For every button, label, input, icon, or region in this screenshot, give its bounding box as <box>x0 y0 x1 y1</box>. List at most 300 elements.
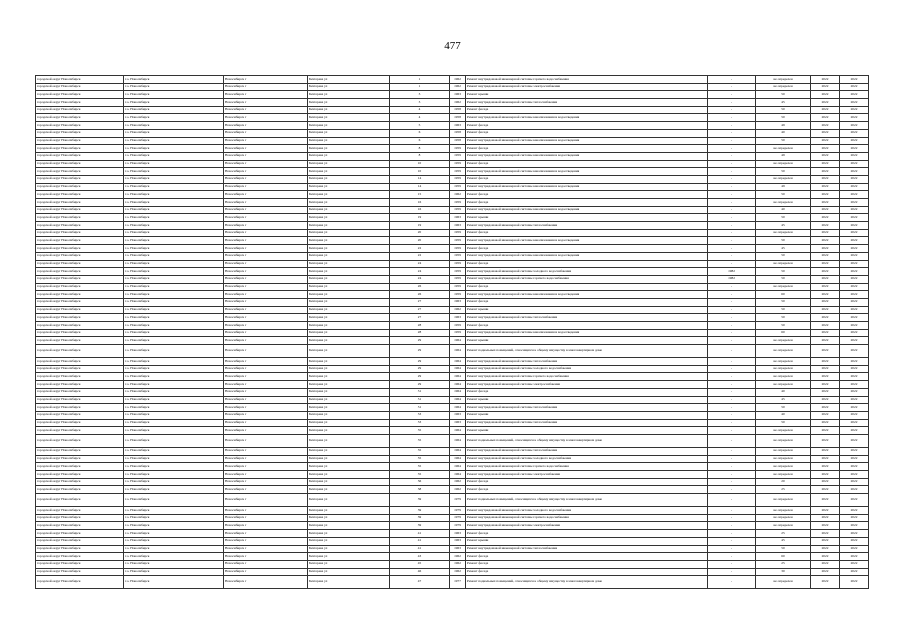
plan-year-start-cell: 2022 <box>811 283 840 291</box>
city-cell: Новосибирск г <box>224 76 308 84</box>
house-number-cell: 20 <box>390 237 450 245</box>
page-number: 477 <box>444 40 461 52</box>
table-row <box>36 199 869 207</box>
build-year-cell: 1963 <box>450 122 466 130</box>
municipality-cell: городской округ Новосибирск <box>36 419 124 427</box>
plan-year-start-cell: 2022 <box>811 373 840 381</box>
build-year-cell: 1963 <box>450 530 466 538</box>
work-type-cell: Ремонт внутридомовой инженерной системы теплоснабжения <box>466 447 708 455</box>
house-number-cell: 27 <box>390 298 450 306</box>
plan-year-end-cell: 2022 <box>840 160 869 168</box>
wear-percent-cell: не определен <box>756 76 811 84</box>
settlement-cell: г.о. Новосибирск <box>124 507 224 515</box>
plan-year-start-cell: 2022 <box>811 419 840 427</box>
last-repair-year-cell: - <box>708 507 756 515</box>
wear-percent-cell: 50 <box>756 237 811 245</box>
last-repair-year-cell: - <box>708 199 756 207</box>
street-cell: Бехтерева ул <box>308 114 390 122</box>
wear-percent-cell: 45 <box>756 537 811 545</box>
wear-percent-cell: не определен <box>756 345 811 358</box>
settlement-cell: г.о. Новосибирск <box>124 106 224 114</box>
build-year-cell: 1979 <box>450 507 466 515</box>
settlement-cell: г.о. Новосибирск <box>124 329 224 337</box>
city-cell: Новосибирск г <box>224 222 308 230</box>
house-number-cell: 3 <box>390 91 450 99</box>
plan-year-end-cell: 2022 <box>840 427 869 435</box>
plan-year-start-cell: 2022 <box>811 434 840 447</box>
table-row <box>36 168 869 176</box>
wear-percent-cell: 30 <box>756 568 811 576</box>
plan-year-start-cell: 2022 <box>811 358 840 366</box>
municipality-cell: городской округ Новосибирск <box>36 545 124 553</box>
street-cell: Бехтерева ул <box>308 560 390 568</box>
municipality-cell: городской округ Новосибирск <box>36 145 124 153</box>
settlement-cell: г.о. Новосибирск <box>124 373 224 381</box>
house-number-cell: 31 <box>390 404 450 412</box>
work-type-cell: Ремонт внутридомовой инженерной системы канализования и водоотведения <box>466 206 708 214</box>
last-repair-year-cell: - <box>708 114 756 122</box>
wear-percent-cell: не определен <box>756 455 811 463</box>
city-cell: Новосибирск г <box>224 91 308 99</box>
street-cell: Бехтерева ул <box>308 245 390 253</box>
table-row <box>36 237 869 245</box>
city-cell: Новосибирск г <box>224 411 308 419</box>
table-row <box>36 99 869 107</box>
street-cell: Бехтерева ул <box>308 314 390 322</box>
table-row <box>36 214 869 222</box>
street-cell: Бехтерева ул <box>308 291 390 299</box>
settlement-cell: г.о. Новосибирск <box>124 122 224 130</box>
wear-percent-cell: 50 <box>756 275 811 283</box>
plan-year-end-cell: 2022 <box>840 530 869 538</box>
plan-year-end-cell: 2022 <box>840 122 869 130</box>
municipality-cell: городской округ Новосибирск <box>36 478 124 486</box>
last-repair-year-cell: - <box>708 229 756 237</box>
work-type-cell: Ремонт внутридомовой инженерной системы электроснабжения <box>466 522 708 530</box>
work-type-cell: Ремонт внутридомовой инженерной системы канализования и водоотведения <box>466 329 708 337</box>
municipality-cell: городской округ Новосибирск <box>36 160 124 168</box>
work-type-cell: Ремонт крыши <box>466 91 708 99</box>
work-type-cell: Ремонт внутридомовой инженерной системы теплоснабжения <box>466 419 708 427</box>
municipality-cell: городской округ Новосибирск <box>36 91 124 99</box>
build-year-cell: 1964 <box>450 337 466 345</box>
wear-percent-cell: 50 <box>756 137 811 145</box>
plan-year-end-cell: 2022 <box>840 237 869 245</box>
settlement-cell: г.о. Новосибирск <box>124 298 224 306</box>
house-number-cell: 24 <box>390 275 450 283</box>
build-year-cell: 1963 <box>450 91 466 99</box>
house-number-cell: 22 <box>390 245 450 253</box>
plan-year-start-cell: 2022 <box>811 129 840 137</box>
city-cell: Новосибирск г <box>224 522 308 530</box>
work-type-cell: Ремонт фасада <box>466 199 708 207</box>
work-type-cell: Ремонт крыши <box>466 337 708 345</box>
municipality-cell: городской округ Новосибирск <box>36 83 124 91</box>
build-year-cell: 1964 <box>450 388 466 396</box>
house-number-cell: 35 <box>390 455 450 463</box>
plan-year-end-cell: 2022 <box>840 129 869 137</box>
work-type-cell: Ремонт внутридомовой инженерной системы канализования и водоотведения <box>466 252 708 260</box>
settlement-cell: г.о. Новосибирск <box>124 537 224 545</box>
work-type-cell: Ремонт внутридомовой инженерной системы канализования и водоотведения <box>466 168 708 176</box>
city-cell: Новосибирск г <box>224 514 308 522</box>
house-number-cell: 29 <box>390 337 450 345</box>
street-cell: Бехтерева ул <box>308 388 390 396</box>
plan-year-start-cell: 2022 <box>811 268 840 276</box>
municipality-cell: городской округ Новосибирск <box>36 373 124 381</box>
house-number-cell: 14 <box>390 183 450 191</box>
street-cell: Бехтерева ул <box>308 175 390 183</box>
plan-year-start-cell: 2022 <box>811 160 840 168</box>
last-repair-year-cell: - <box>708 447 756 455</box>
plan-year-end-cell: 2022 <box>840 381 869 389</box>
table-row <box>36 160 869 168</box>
plan-year-start-cell: 2022 <box>811 537 840 545</box>
plan-year-start-cell: 2022 <box>811 530 840 538</box>
plan-year-start-cell: 2022 <box>811 229 840 237</box>
house-number-cell: 35 <box>390 471 450 479</box>
table-row <box>36 175 869 183</box>
table-row <box>36 478 869 486</box>
settlement-cell: г.о. Новосибирск <box>124 76 224 84</box>
build-year-cell: 1959 <box>450 329 466 337</box>
plan-year-start-cell: 2022 <box>811 122 840 130</box>
last-repair-year-cell: 1982 <box>708 268 756 276</box>
street-cell: Бехтерева ул <box>308 434 390 447</box>
municipality-cell: городской округ Новосибирск <box>36 576 124 589</box>
work-type-cell: Ремонт внутридомовой инженерной системы электроснабжения <box>466 471 708 479</box>
last-repair-year-cell: - <box>708 463 756 471</box>
house-number-cell: 29 <box>390 365 450 373</box>
municipality-cell: городской округ Новосибирск <box>36 106 124 114</box>
house-number-cell: 39 <box>390 522 450 530</box>
plan-year-start-cell: 2022 <box>811 137 840 145</box>
work-type-cell: Ремонт внутридомовой инженерной системы горячего водоснабжения <box>466 76 708 84</box>
municipality-cell: городской округ Новосибирск <box>36 486 124 494</box>
table-row <box>36 191 869 199</box>
plan-year-start-cell: 2022 <box>811 106 840 114</box>
build-year-cell: 1963 <box>450 298 466 306</box>
municipality-cell: городской округ Новосибирск <box>36 530 124 538</box>
last-repair-year-cell: - <box>708 329 756 337</box>
city-cell: Новосибирск г <box>224 275 308 283</box>
house-number-cell: 10 <box>390 160 450 168</box>
city-cell: Новосибирск г <box>224 507 308 515</box>
table-row <box>36 114 869 122</box>
last-repair-year-cell: - <box>708 145 756 153</box>
work-type-cell: Ремонт фасада <box>466 145 708 153</box>
build-year-cell: 1959 <box>450 275 466 283</box>
street-cell: Бехтерева ул <box>308 494 390 507</box>
wear-percent-cell: 50 <box>756 545 811 553</box>
plan-year-end-cell: 2022 <box>840 486 869 494</box>
municipality-cell: городской округ Новосибирск <box>36 245 124 253</box>
last-repair-year-cell: - <box>708 345 756 358</box>
city-cell: Новосибирск г <box>224 568 308 576</box>
municipality-cell: городской округ Новосибирск <box>36 129 124 137</box>
last-repair-year-cell: - <box>708 576 756 589</box>
plan-year-end-cell: 2022 <box>840 576 869 589</box>
work-type-cell: Ремонт внутридомовой инженерной системы горячего водоснабжения <box>466 463 708 471</box>
build-year-cell: 1964 <box>450 455 466 463</box>
street-cell: Бехтерева ул <box>308 214 390 222</box>
last-repair-year-cell: - <box>708 337 756 345</box>
municipality-cell: городской округ Новосибирск <box>36 229 124 237</box>
build-year-cell: 1958 <box>450 129 466 137</box>
settlement-cell: г.о. Новосибирск <box>124 137 224 145</box>
build-year-cell: 1962 <box>450 306 466 314</box>
plan-year-start-cell: 2022 <box>811 447 840 455</box>
plan-year-start-cell: 2022 <box>811 560 840 568</box>
wear-percent-cell: 50 <box>756 214 811 222</box>
street-cell: Бехтерева ул <box>308 83 390 91</box>
build-year-cell: 1958 <box>450 106 466 114</box>
wear-percent-cell: 50 <box>756 168 811 176</box>
house-number-cell: 29 <box>390 381 450 389</box>
last-repair-year-cell: - <box>708 396 756 404</box>
wear-percent-cell: не определен <box>756 365 811 373</box>
plan-year-start-cell: 2022 <box>811 168 840 176</box>
plan-year-start-cell: 2022 <box>811 329 840 337</box>
plan-year-end-cell: 2022 <box>840 365 869 373</box>
last-repair-year-cell: - <box>708 206 756 214</box>
street-cell: Бехтерева ул <box>308 252 390 260</box>
city-cell: Новосибирск г <box>224 337 308 345</box>
last-repair-year-cell: - <box>708 514 756 522</box>
plan-year-end-cell: 2022 <box>840 396 869 404</box>
wear-percent-cell: 49 <box>756 183 811 191</box>
settlement-cell: г.о. Новосибирск <box>124 314 224 322</box>
settlement-cell: г.о. Новосибирск <box>124 206 224 214</box>
settlement-cell: г.о. Новосибирск <box>124 411 224 419</box>
settlement-cell: г.о. Новосибирск <box>124 214 224 222</box>
build-year-cell: 1959 <box>450 175 466 183</box>
settlement-cell: г.о. Новосибирск <box>124 337 224 345</box>
last-repair-year-cell: - <box>708 530 756 538</box>
build-year-cell: 1964 <box>450 471 466 479</box>
work-type-cell: Ремонт крыши <box>466 537 708 545</box>
city-cell: Новосибирск г <box>224 576 308 589</box>
wear-percent-cell: 50 <box>756 268 811 276</box>
street-cell: Бехтерева ул <box>308 268 390 276</box>
house-number-cell: 39 <box>390 494 450 507</box>
settlement-cell: г.о. Новосибирск <box>124 576 224 589</box>
last-repair-year-cell: - <box>708 471 756 479</box>
work-type-cell: Ремонт фасада <box>466 260 708 268</box>
table-row <box>36 222 869 230</box>
work-type-cell: Ремонт подвальных помещений, относящихся к общему имуществу в многоквартирном доме <box>466 576 708 589</box>
last-repair-year-cell: - <box>708 175 756 183</box>
wear-percent-cell: 50 <box>756 106 811 114</box>
wear-percent-cell: 45 <box>756 396 811 404</box>
plan-year-start-cell: 2022 <box>811 522 840 530</box>
wear-percent-cell: 40 <box>756 411 811 419</box>
plan-year-end-cell: 2022 <box>840 206 869 214</box>
city-cell: Новосибирск г <box>224 122 308 130</box>
last-repair-year-cell: - <box>708 106 756 114</box>
build-year-cell: 1959 <box>450 160 466 168</box>
table-row <box>36 568 869 576</box>
table-row <box>36 252 869 260</box>
table-row <box>36 129 869 137</box>
city-cell: Новосибирск г <box>224 137 308 145</box>
municipality-cell: городской округ Новосибирск <box>36 291 124 299</box>
street-cell: Бехтерева ул <box>308 553 390 561</box>
city-cell: Новосибирск г <box>224 530 308 538</box>
table-row <box>36 183 869 191</box>
table-body <box>36 76 869 589</box>
city-cell: Новосибирск г <box>224 237 308 245</box>
plan-year-start-cell: 2022 <box>811 322 840 330</box>
settlement-cell: г.о. Новосибирск <box>124 545 224 553</box>
table-row <box>36 560 869 568</box>
plan-year-start-cell: 2022 <box>811 463 840 471</box>
house-number-cell: 1 <box>390 83 450 91</box>
build-year-cell: 1964 <box>450 447 466 455</box>
last-repair-year-cell: - <box>708 434 756 447</box>
work-type-cell: Ремонт крыши <box>466 306 708 314</box>
table-row <box>36 365 869 373</box>
work-type-cell: Ремонт внутридомовой инженерной системы теплоснабжения <box>466 314 708 322</box>
street-cell: Бехтерева ул <box>308 76 390 84</box>
municipality-cell: городской округ Новосибирск <box>36 137 124 145</box>
last-repair-year-cell: - <box>708 214 756 222</box>
work-type-cell: Ремонт внутридомовой инженерной системы канализования и водоотведения <box>466 152 708 160</box>
wear-percent-cell: не определен <box>756 337 811 345</box>
settlement-cell: г.о. Новосибирск <box>124 83 224 91</box>
plan-year-end-cell: 2022 <box>840 494 869 507</box>
house-number-cell: 29 <box>390 373 450 381</box>
table-row <box>36 545 869 553</box>
plan-year-end-cell: 2022 <box>840 522 869 530</box>
city-cell: Новосибирск г <box>224 268 308 276</box>
municipality-cell: городской округ Новосибирск <box>36 314 124 322</box>
house-number-cell: 31 <box>390 388 450 396</box>
table-row <box>36 507 869 515</box>
plan-year-end-cell: 2022 <box>840 145 869 153</box>
work-type-cell: Ремонт внутридомовой инженерной системы теплоснабжения <box>466 358 708 366</box>
municipality-cell: городской округ Новосибирск <box>36 329 124 337</box>
plan-year-end-cell: 2022 <box>840 191 869 199</box>
table-row <box>36 463 869 471</box>
build-year-cell: 1962 <box>450 568 466 576</box>
municipality-cell: городской округ Новосибирск <box>36 404 124 412</box>
house-number-cell: 35 <box>390 447 450 455</box>
house-number-cell: 14 <box>390 175 450 183</box>
work-type-cell: Ремонт внутридомовой инженерной системы горячего водоснабжения <box>466 275 708 283</box>
settlement-cell: г.о. Новосибирск <box>124 260 224 268</box>
city-cell: Новосибирск г <box>224 83 308 91</box>
municipality-cell: городской округ Новосибирск <box>36 537 124 545</box>
build-year-cell: 1964 <box>450 365 466 373</box>
wear-percent-cell: не определен <box>756 260 811 268</box>
settlement-cell: г.о. Новосибирск <box>124 553 224 561</box>
city-cell: Новосибирск г <box>224 252 308 260</box>
municipality-cell: городской округ Новосибирск <box>36 427 124 435</box>
plan-year-start-cell: 2022 <box>811 576 840 589</box>
settlement-cell: г.о. Новосибирск <box>124 291 224 299</box>
street-cell: Бехтерева ул <box>308 237 390 245</box>
municipality-cell: городской округ Новосибирск <box>36 199 124 207</box>
house-number-cell: 41 <box>390 537 450 545</box>
table-row <box>36 514 869 522</box>
city-cell: Новосибирск г <box>224 183 308 191</box>
municipality-cell: городской округ Новосибирск <box>36 206 124 214</box>
house-number-cell: 36 <box>390 478 450 486</box>
table-row <box>36 373 869 381</box>
table-row <box>36 494 869 507</box>
city-cell: Новосибирск г <box>224 471 308 479</box>
city-cell: Новосибирск г <box>224 191 308 199</box>
municipality-cell: городской округ Новосибирск <box>36 214 124 222</box>
wear-percent-cell: 50 <box>756 404 811 412</box>
street-cell: Бехтерева ул <box>308 229 390 237</box>
table-row <box>36 298 869 306</box>
house-number-cell: 35 <box>390 434 450 447</box>
municipality-cell: городской округ Новосибирск <box>36 358 124 366</box>
settlement-cell: г.о. Новосибирск <box>124 396 224 404</box>
table-row <box>36 427 869 435</box>
plan-year-start-cell: 2022 <box>811 345 840 358</box>
plan-year-start-cell: 2022 <box>811 381 840 389</box>
plan-year-start-cell: 2022 <box>811 191 840 199</box>
table-row <box>36 83 869 91</box>
wear-percent-cell: 50 <box>756 314 811 322</box>
settlement-cell: г.о. Новосибирск <box>124 99 224 107</box>
build-year-cell: 1964 <box>450 381 466 389</box>
plan-year-end-cell: 2022 <box>840 388 869 396</box>
plan-year-end-cell: 2022 <box>840 478 869 486</box>
last-repair-year-cell: - <box>708 365 756 373</box>
wear-percent-cell: не определен <box>756 381 811 389</box>
last-repair-year-cell: - <box>708 322 756 330</box>
street-cell: Бехтерева ул <box>308 381 390 389</box>
settlement-cell: г.о. Новосибирск <box>124 283 224 291</box>
settlement-cell: г.о. Новосибирск <box>124 560 224 568</box>
street-cell: Бехтерева ул <box>308 298 390 306</box>
street-cell: Бехтерева ул <box>308 576 390 589</box>
house-number-cell: 24 <box>390 260 450 268</box>
last-repair-year-cell: - <box>708 560 756 568</box>
last-repair-year-cell: - <box>708 83 756 91</box>
plan-year-end-cell: 2022 <box>840 260 869 268</box>
wear-percent-cell: 40 <box>756 388 811 396</box>
plan-year-end-cell: 2022 <box>840 168 869 176</box>
plan-year-end-cell: 2022 <box>840 83 869 91</box>
settlement-cell: г.о. Новосибирск <box>124 145 224 153</box>
table-row <box>36 260 869 268</box>
build-year-cell: 1959 <box>450 199 466 207</box>
city-cell: Новосибирск г <box>224 381 308 389</box>
plan-year-start-cell: 2022 <box>811 99 840 107</box>
city-cell: Новосибирск г <box>224 419 308 427</box>
table-row <box>36 411 869 419</box>
build-year-cell: 1962 <box>450 191 466 199</box>
street-cell: Бехтерева ул <box>308 463 390 471</box>
street-cell: Бехтерева ул <box>308 358 390 366</box>
plan-year-start-cell: 2022 <box>811 175 840 183</box>
plan-year-start-cell: 2022 <box>811 206 840 214</box>
municipality-cell: городской округ Новосибирск <box>36 283 124 291</box>
street-cell: Бехтерева ул <box>308 137 390 145</box>
last-repair-year-cell: - <box>708 129 756 137</box>
last-repair-year-cell: - <box>708 381 756 389</box>
table-row <box>36 329 869 337</box>
street-cell: Бехтерева ул <box>308 345 390 358</box>
build-year-cell: 1964 <box>450 434 466 447</box>
plan-year-start-cell: 2022 <box>811 214 840 222</box>
house-number-cell: 27 <box>390 306 450 314</box>
